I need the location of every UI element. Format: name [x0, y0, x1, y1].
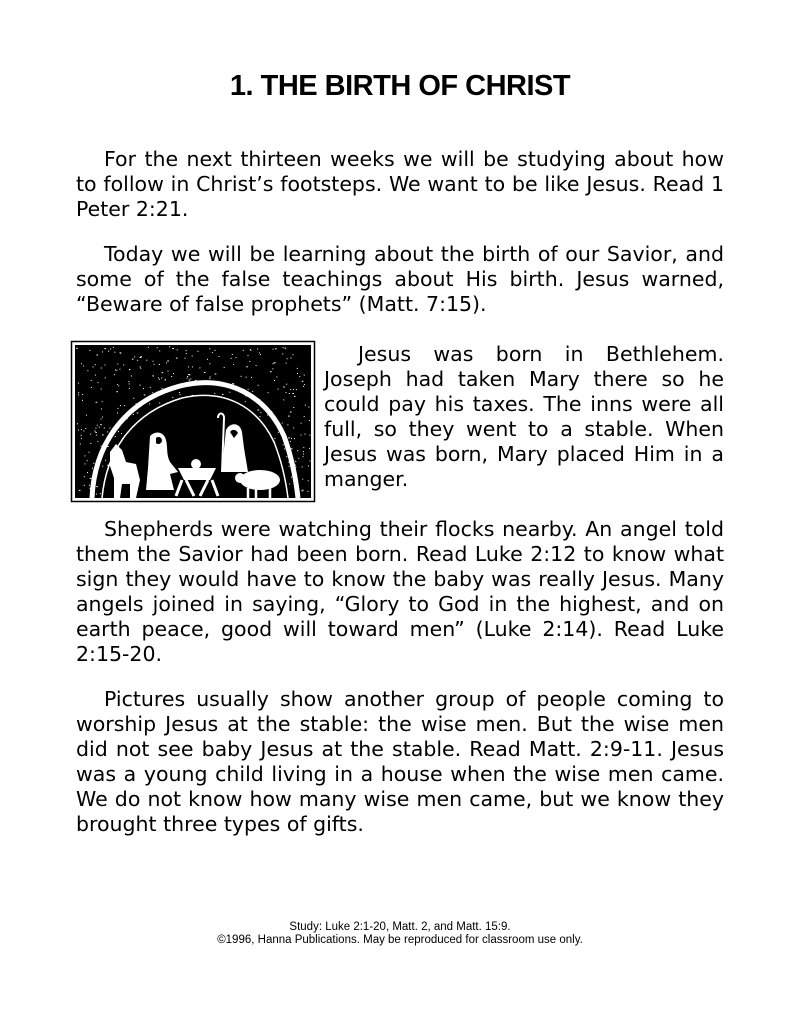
paragraph-intro: For the next thirteen weeks we will be studying about how to follow in Christ’s footsteps. We want to be like Jesus. Read 1 Peter 2:21. [76, 147, 724, 221]
page-title: 1. THE BIRTH OF CHRIST [229, 70, 571, 102]
footer-study-reference: Study: Luke 2:1-20, Matt. 2, and Matt. 15:9. [289, 921, 511, 933]
footer-copyright: ©1996, Hanna Publications. May be reproduced for classroom use only. [217, 934, 583, 946]
paragraph-false-teachings: Today we will be learning about the birth of our Savior, and some of the false teachings about His birth. Jesus warned, “Beware of false prophets” (Matt. 7:15). [76, 242, 724, 316]
paragraph-bethlehem: Jesus was born in Bethlehem. Joseph had taken Mary there so he could pay his taxes. The inns were all full, so they went to a stable. When Jesus was born, Mary placed Him in a manger. [324, 342, 724, 491]
paragraph-wise-men: Pictures usually show another group of people coming to worship Jesus at the stable: the wise men. But the wise men did not see baby Jesus at the stable. Read Matt. 2:9-11. Jesus was a young child living in a house when the wise men came. We do not know how many wise men came, but we know they brought three types of gifts. [76, 687, 724, 836]
paragraph-shepherds: Shepherds were watching their flocks nearby. An angel told them the Savior had been born. Read Luke 2:12 to know what sign they would have to know the baby was really Jesus. Many angels joined in saying, “Glory to God in the highest, and on earth peace, good will toward men” (Luke 2:14). Read Luke 2:15-20. [76, 517, 724, 666]
nativity-scene-icon [70, 340, 316, 503]
nativity-illustration [70, 340, 316, 503]
